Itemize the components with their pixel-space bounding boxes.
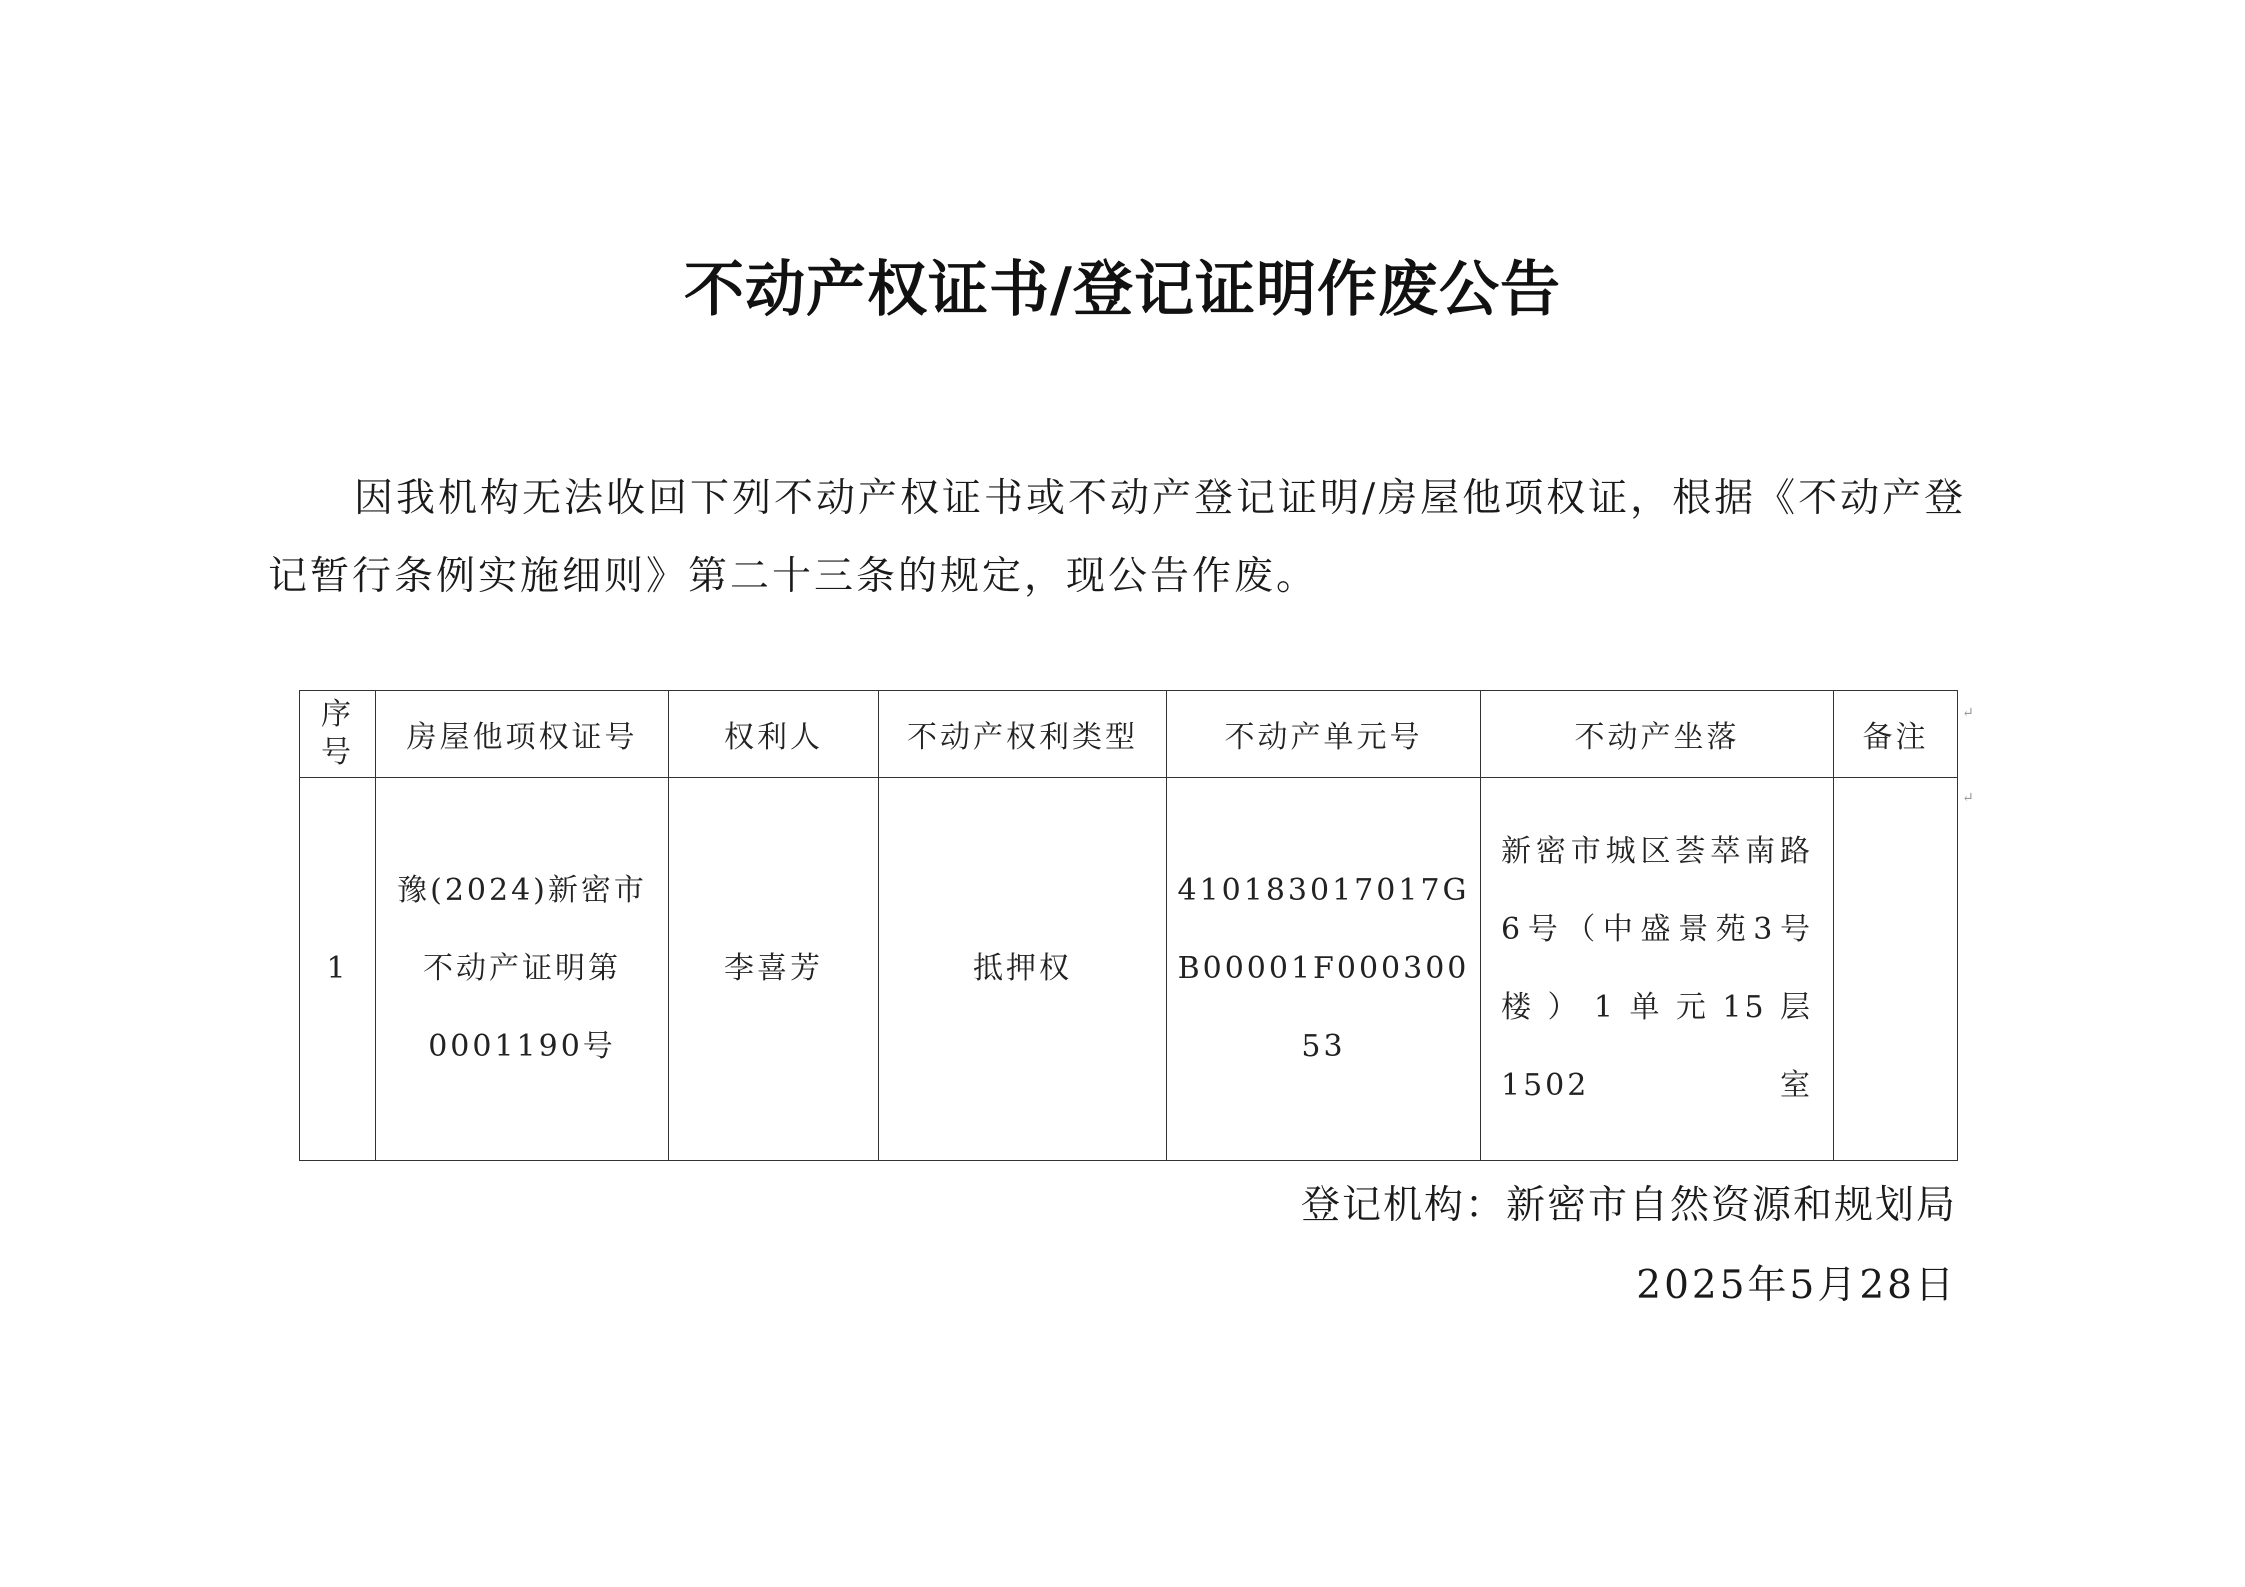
header-unit-no: 不动产单元号 bbox=[1167, 691, 1481, 778]
header-cert-no: 房屋他项权证号 bbox=[376, 691, 669, 778]
registration-authority: 登记机构：新密市自然资源和规划局 bbox=[1300, 1183, 1957, 1228]
cell-location: 新密市城区荟萃南路6号（中盛景苑3号楼）1单元15层1502室 bbox=[1481, 778, 1834, 1161]
cell-holder: 李喜芳 bbox=[669, 778, 879, 1161]
void-certificate-table bbox=[299, 690, 1958, 1161]
cell-cert-no: 豫(2024)新密市不动产证明第0001190号 bbox=[376, 778, 669, 1161]
paragraph-mark-icon: ↵ bbox=[1962, 790, 1974, 806]
paragraph-mark-icon: ↵ bbox=[1962, 705, 1974, 721]
notice-paragraph: 因我机构无法收回下列不动产权证书或不动产登记证明/房屋他项权证，根据《不动产登记暂行条例实施细则》第二十三条的规定，现公告作废。 bbox=[268, 476, 1967, 599]
cell-right-type: 抵押权 bbox=[879, 778, 1167, 1161]
header-location: 不动产坐落 bbox=[1481, 691, 1834, 778]
cell-seq: 1 bbox=[300, 778, 376, 1161]
table-header-row bbox=[300, 691, 1958, 778]
header-seq: 序号 bbox=[300, 691, 376, 778]
cell-remarks bbox=[1834, 778, 1958, 1161]
header-right-type: 不动产权利类型 bbox=[879, 691, 1167, 778]
table-row bbox=[300, 778, 1958, 1161]
page-title: 不动产权证书/登记证明作废公告 bbox=[684, 255, 1561, 325]
header-remarks: 备注 bbox=[1834, 691, 1958, 778]
notice-date: 2025年5月28日 bbox=[1636, 1263, 1957, 1308]
cell-unit-no: 410183017017GB00001F00030053 bbox=[1167, 778, 1481, 1161]
header-holder: 权利人 bbox=[669, 691, 879, 778]
